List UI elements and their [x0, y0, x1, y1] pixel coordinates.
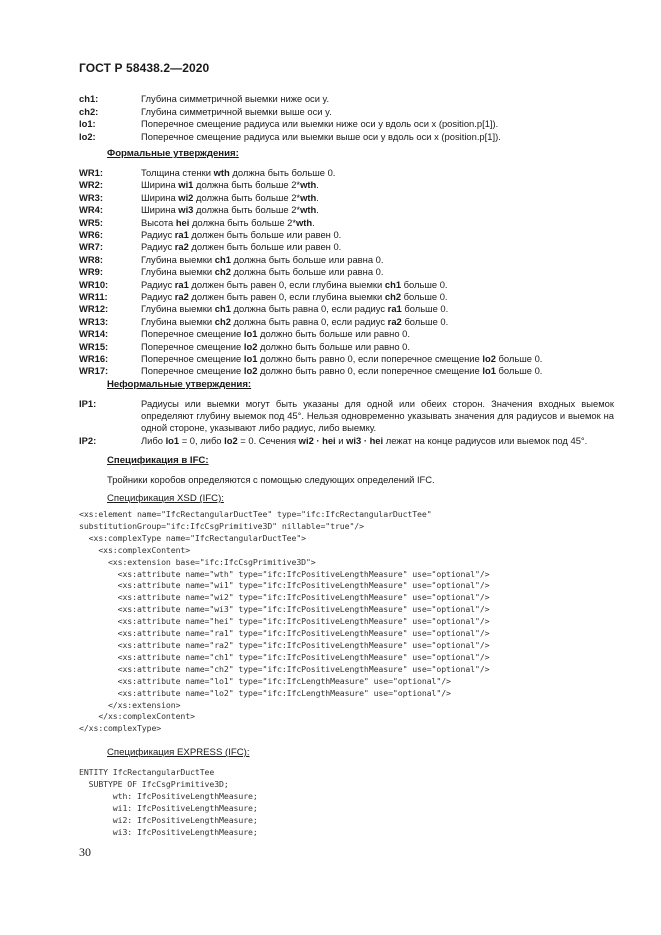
- rule-identifier: lo1: [243, 328, 258, 340]
- formal-statements-heading: Формальные утверждения:: [107, 148, 239, 159]
- ip2-bold: wi2 · hei: [298, 435, 336, 446]
- rule-identifier: wi1: [178, 179, 194, 191]
- rule-text-part: Ширина: [141, 179, 179, 191]
- rule-text-part: должна быть больше или равна 0.: [230, 253, 384, 265]
- rule-text-part: .: [316, 179, 319, 191]
- rule-text: [141, 254, 383, 266]
- definition-term: ch2:: [79, 105, 99, 117]
- rule-identifier: lo2: [243, 340, 258, 352]
- rule-identifier: ch2: [384, 291, 402, 302]
- definition-text: Поперечное смещение радиуса или выемки выше оси y вдоль оси x (position.p[1]).: [141, 130, 501, 142]
- express-code-line: SUBTYPE OF IfcCsgPrimitive3D;: [79, 778, 229, 789]
- rule-text-part: Поперечное смещение: [141, 328, 244, 340]
- rule-text-part: должно быть равно 0, если поперечное смещение: [257, 365, 483, 377]
- xsd-code-line: <xs:complexContent>: [79, 544, 191, 555]
- rule-text-part: Глубина выемки: [141, 303, 215, 315]
- rule-text-part: Радиус: [141, 241, 175, 253]
- definition-text: Глубина симметричной выемки ниже оси y.: [141, 93, 330, 104]
- xsd-code-line: <xs:attribute name="ch1" type="ifc:IfcPositiveLengthMeasure" use="optional"/>: [79, 651, 490, 662]
- rule-identifier: ra1: [174, 278, 189, 290]
- rule-identifier: ch1: [214, 253, 231, 265]
- xsd-code-line: <xs:attribute name="ch2" type="ifc:IfcPositiveLengthMeasure" use="optional"/>: [79, 663, 490, 674]
- rule-term: WR13:: [79, 315, 109, 327]
- rule-text-part: .: [312, 216, 315, 228]
- rule-term: WR10:: [79, 278, 109, 290]
- rule-identifier: hei: [175, 216, 190, 228]
- rule-term: WR16:: [79, 353, 109, 364]
- rule-text-part: должна быть равна 0, если радиус: [230, 303, 388, 315]
- express-code-line: wi2: IfcPositiveLengthMeasure;: [79, 814, 258, 825]
- rule-text-part: Поперечное смещение: [141, 365, 244, 377]
- rule-identifier: wth: [213, 167, 230, 178]
- xsd-code-block: [79, 509, 490, 735]
- ip2-text: [141, 435, 614, 447]
- express-code-line: wi1: IfcPositiveLengthMeasure;: [79, 802, 258, 813]
- rule-text-part: должна быть больше 2*: [189, 216, 297, 228]
- xsd-code-line: </xs:complexType>: [79, 723, 162, 734]
- ip2-part: лежат на конце радиусов или выемок под 45°.: [383, 435, 588, 446]
- express-code-line: wth: IfcPositiveLengthMeasure;: [79, 790, 258, 801]
- ip2-bold: lo1: [165, 435, 180, 446]
- xsd-spec-heading: Спецификация XSD (IFC):: [107, 493, 224, 504]
- rule-text-part: должна быть больше 0.: [229, 167, 336, 178]
- rule-text-part: должен быть равен 0, если глубина выемки: [188, 291, 385, 302]
- rule-term: WR8:: [79, 253, 103, 265]
- rule-text-part: должна быть больше 2*: [193, 204, 301, 216]
- rule-text: [141, 266, 383, 278]
- rule-text-part: должна быть больше 2*: [193, 179, 301, 191]
- page-number: 30: [79, 845, 91, 859]
- ifc-spec-heading: Спецификация в IFC:: [107, 455, 209, 466]
- ip2-bold: lo2: [224, 435, 238, 446]
- ip2-part: = 0, либо: [179, 435, 225, 446]
- definition-text: Поперечное смещение радиуса или выемки ниже оси y вдоль оси x (position.p[1]).: [141, 118, 499, 129]
- standard-header: ГОСТ Р 58438.2—2020: [79, 61, 210, 75]
- rule-identifier: lo2: [482, 353, 496, 364]
- rule-term: WR5:: [79, 216, 103, 228]
- rule-text-part: Ширина: [141, 204, 179, 216]
- rule-text-part: больше 0.: [401, 315, 449, 327]
- definition-text: Глубина симметричной выемки выше оси y.: [141, 105, 332, 117]
- xsd-code-line: <xs:attribute name="lo2" type="ifc:IfcLengthMeasure" use="optional"/>: [79, 687, 451, 698]
- ip2-part: Либо: [141, 435, 166, 446]
- rule-text-part: Радиус: [141, 291, 175, 302]
- rule-term: WR6:: [79, 229, 103, 240]
- definition-term: lo2:: [79, 130, 96, 142]
- rule-text: [141, 353, 542, 365]
- xsd-code-line: <xs:attribute name="wth" type="ifc:IfcPositiveLengthMeasure" use="optional"/>: [79, 568, 490, 579]
- ip1-term: IP1:: [79, 398, 97, 409]
- xsd-code-line: <xs:attribute name="ra1" type="ifc:IfcPositiveLengthMeasure" use="optional"/>: [79, 628, 490, 639]
- rule-term: WR4:: [79, 204, 103, 216]
- rule-text-part: должен быть равен 0, если глубина выемки: [188, 278, 385, 290]
- express-spec-heading: Спецификация EXPRESS (IFC):: [107, 747, 250, 758]
- rule-text-part: Глубина выемки: [141, 253, 215, 265]
- rule-text-part: Глубина выемки: [141, 315, 215, 327]
- ip1-text: Радиусы или выемки могут быть указаны для одной или обеих сторон. Значения входных выемок определяют глубину выемок под 45°. Нельзя одновременно указывать значения для радиусов и выемок на одной стороне, указывают либо радиус, либо выемку.: [141, 398, 614, 433]
- rule-text-part: больше 0.: [401, 303, 449, 315]
- xsd-code-line: <xs:attribute name="wi3" type="ifc:IfcPositiveLengthMeasure" use="optional"/>: [79, 604, 490, 615]
- rule-text-part: должна быть больше или равна 0.: [230, 266, 384, 278]
- express-code-line: ENTITY IfcRectangularDuctTee: [79, 767, 215, 777]
- ip2-term: IP2:: [79, 435, 97, 446]
- rule-term: WR12:: [79, 303, 109, 315]
- xsd-code-line: <xs:complexType name="IfcRectangularDuctTee">: [79, 532, 306, 543]
- informal-ip2: [79, 435, 614, 447]
- rule-term: WR9:: [79, 266, 103, 278]
- xsd-code-line: <xs:attribute name="ra2" type="ifc:IfcPositiveLengthMeasure" use="optional"/>: [79, 639, 490, 650]
- ip2-part: и: [335, 435, 347, 446]
- rule-text: [141, 179, 319, 191]
- rule-text: [141, 291, 448, 303]
- rule-text-part: больше 0.: [401, 291, 448, 302]
- rule-text: [141, 303, 448, 315]
- rule-term: WR7:: [79, 241, 103, 253]
- rule-identifier: wi2: [178, 191, 194, 203]
- rule-identifier: ra1: [387, 303, 402, 315]
- rule-text: [141, 192, 319, 204]
- rule-text-part: должно быть равно 0, если поперечное смещение: [257, 353, 483, 364]
- rule-text: [141, 316, 448, 328]
- ip2-part: = 0. Сечения: [237, 435, 299, 446]
- xsd-code-line: <xs:attribute name="wi1" type="ifc:IfcPositiveLengthMeasure" use="optional"/>: [79, 580, 490, 591]
- rule-text: [141, 328, 410, 340]
- rule-text-part: Высота: [141, 216, 176, 228]
- rule-text-part: Поперечное смещение: [141, 340, 244, 352]
- rule-identifier: ra2: [174, 241, 189, 253]
- rule-term: WR17:: [79, 365, 109, 377]
- rule-text: [141, 365, 542, 377]
- rule-text: [141, 279, 448, 291]
- xsd-code-line: <xs:extension base="ifc:IfcCsgPrimitive3D">: [79, 556, 316, 567]
- rule-text-part: Радиус: [141, 278, 175, 290]
- rule-text-part: больше 0.: [401, 278, 448, 290]
- rule-text-part: должно быть больше или равно 0.: [257, 328, 410, 340]
- xsd-code-line: <xs:attribute name="hei" type="ifc:IfcPositiveLengthMeasure" use="optional"/>: [79, 616, 490, 627]
- rule-text-part: должен быть больше или равен 0.: [188, 241, 342, 253]
- express-code-line: wi3: IfcPositiveLengthMeasure;: [79, 826, 258, 837]
- rule-text: [141, 241, 341, 253]
- rule-term: WR15:: [79, 340, 109, 352]
- rule-term: WR3:: [79, 191, 103, 203]
- rule-identifier: ra2: [174, 291, 189, 302]
- rule-identifier: ch1: [214, 303, 231, 315]
- rule-text: [141, 341, 410, 353]
- rule-text-part: должно быть больше или равно 0.: [257, 340, 410, 352]
- ifc-spec-text: Тройники коробов определяются с помощью следующих определений IFC.: [107, 474, 435, 485]
- rule-text-part: .: [316, 191, 319, 203]
- rule-text-part: должна быть равна 0, если радиус: [230, 315, 388, 327]
- rule-identifier: wth: [300, 204, 317, 216]
- rule-text-part: Глубина выемки: [141, 266, 215, 278]
- rule-identifier: lo2: [243, 365, 258, 377]
- rule-text-part: должна быть больше 2*: [193, 191, 301, 203]
- express-code-block: [79, 767, 258, 838]
- rule-identifier: ra2: [387, 315, 402, 327]
- rule-text-part: должен быть больше или равен 0.: [188, 229, 342, 240]
- rule-identifier: lo1: [243, 353, 258, 364]
- xsd-code-line: <xs:attribute name="lo1" type="ifc:IfcLengthMeasure" use="optional"/>: [79, 675, 451, 686]
- ip2-bold: wi3 · hei: [346, 435, 384, 446]
- rule-text-part: Ширина: [141, 191, 179, 203]
- rule-text-part: Толщина стенки: [141, 167, 214, 178]
- informal-ip1: [79, 398, 614, 434]
- rule-term: WR2:: [79, 179, 103, 191]
- rule-identifier: ch2: [214, 315, 231, 327]
- xsd-code-line: <xs:attribute name="wi2" type="ifc:IfcPositiveLengthMeasure" use="optional"/>: [79, 592, 490, 603]
- xsd-code-line: </xs:complexContent>: [79, 711, 195, 722]
- rule-text: [141, 217, 315, 229]
- rule-identifier: wi3: [178, 204, 194, 216]
- rule-text: [141, 167, 335, 179]
- rule-text: [141, 229, 341, 241]
- definition-term: ch1:: [79, 93, 99, 104]
- xsd-code-line: substitutionGroup="ifc:IfcCsgPrimitive3D" nillable="true"/>: [79, 520, 364, 531]
- rule-identifier: wth: [300, 179, 317, 191]
- xsd-code-line: <xs:element name="IfcRectangularDuctTee" type="ifc:IfcRectangularDuctTee": [79, 509, 432, 519]
- rule-identifier: ch1: [384, 278, 402, 290]
- rule-text-part: больше 0.: [495, 365, 543, 377]
- rule-text-part: больше 0.: [495, 353, 543, 364]
- rule-identifier: ch2: [214, 266, 231, 278]
- rule-text-part: Радиус: [141, 229, 175, 240]
- rule-text-part: Поперечное смещение: [141, 353, 244, 364]
- rule-term: WR11:: [79, 291, 108, 302]
- definition-term: lo1:: [79, 118, 96, 129]
- xsd-code-line: </xs:extension>: [79, 699, 181, 710]
- rule-identifier: wth: [296, 216, 313, 228]
- informal-statements-heading: Неформальные утверждения:: [107, 379, 252, 390]
- rule-identifier: ra1: [174, 229, 189, 240]
- rule-text: [141, 204, 319, 216]
- rule-term: WR14:: [79, 328, 109, 340]
- rule-identifier: lo1: [482, 365, 496, 377]
- rule-identifier: wth: [300, 191, 317, 203]
- rule-term: WR1:: [79, 167, 103, 178]
- rule-text-part: .: [316, 204, 319, 216]
